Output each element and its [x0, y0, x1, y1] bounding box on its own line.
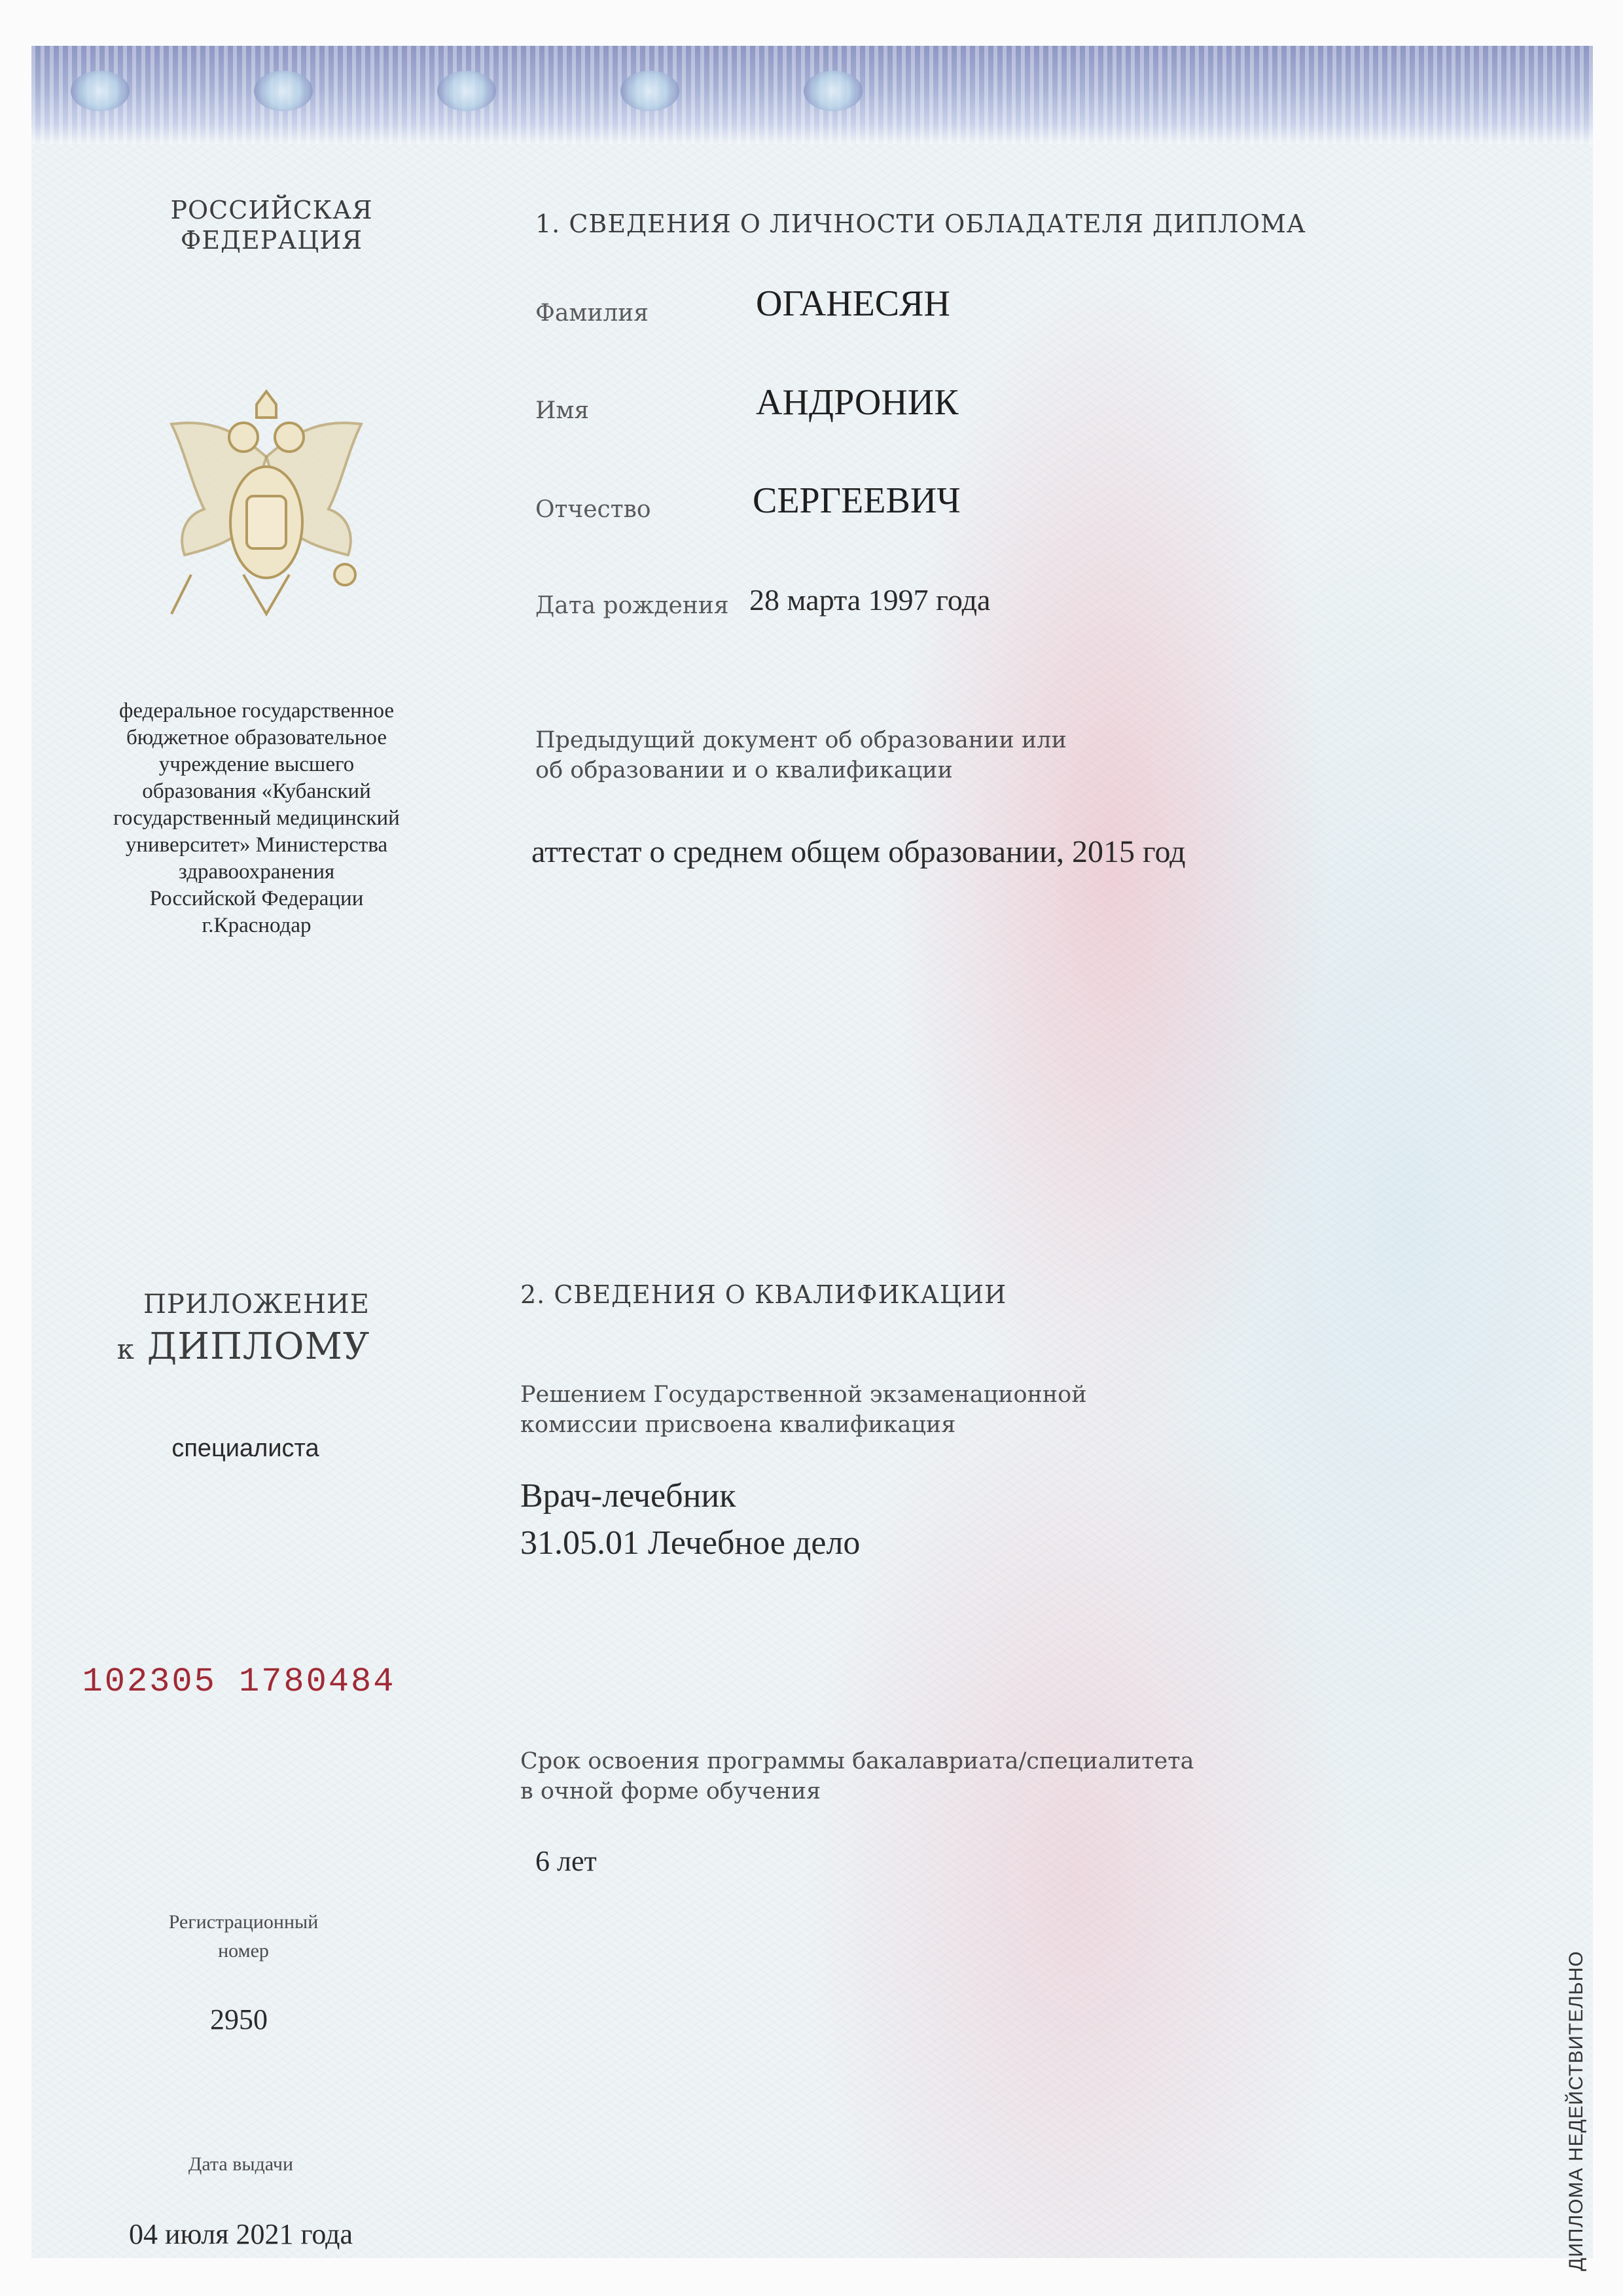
registration-label: Регистрационный номер: [168, 1911, 319, 1962]
name-value: АНДРОНИК: [756, 382, 959, 423]
section2-heading: 2. СВЕДЕНИЯ О КВАЛИФИКАЦИИ: [520, 1280, 1007, 1309]
degree-level: специалиста: [171, 1435, 319, 1462]
patronymic-label: Отчество: [535, 496, 651, 523]
dob-value: 28 марта 1997 года: [749, 583, 991, 617]
duration-label: Срок освоения программы бакалавриата/специалитета в очной форме обучения: [520, 1748, 1194, 1804]
institution-name: федеральное государственное бюджетное образовательное учреждение высшего образования «Кубанский государственный медицинский университет» Министерства здравоохранения Российской Федерации г.Краснодар: [113, 699, 400, 937]
appendix-title: ПРИЛОЖЕНИЕ: [143, 1289, 370, 1319]
prev-doc-value: аттестат о среднем общем образовании, 2015 год: [531, 834, 1186, 869]
surname-value: ОГАНЕСЯН: [756, 283, 950, 324]
country-name: РОССИЙСКАЯ ФЕДЕРАЦИЯ: [170, 196, 373, 255]
patronymic-value: СЕРГЕЕВИЧ: [753, 480, 961, 521]
side-note: ДИПЛОМА НЕДЕЙСТВИТЕЛЬНО: [1565, 1950, 1587, 2271]
serial-number: 102305 1780484: [82, 1662, 396, 1701]
qualification-value: Врач-лечебник 31.05.01 Лечебное дело: [520, 1477, 861, 1562]
appendix-subtitle: к ДИПЛОМУ: [116, 1325, 370, 1368]
surname-label: Фамилия: [535, 300, 649, 327]
duration-value: 6 лет: [535, 1845, 597, 1877]
issue-date-label: Дата выдачи: [188, 2153, 294, 2175]
prev-doc-label: Предыдущий документ об образовании или об образовании и о квалификации: [535, 727, 1067, 783]
decorative-security-band: [31, 46, 1593, 144]
registration-number: 2950: [210, 2003, 268, 2036]
decision-label: Решением Государственной экзаменационной комиссии присвоена квалификация: [520, 1382, 1087, 1438]
emblem-icon: [145, 378, 387, 640]
section1-heading: 1. СВЕДЕНИЯ О ЛИЧНОСТИ ОБЛАДАТЕЛЯ ДИПЛОМА: [535, 209, 1306, 238]
name-label: Имя: [535, 397, 590, 424]
dob-label: Дата рождения: [535, 592, 729, 619]
issue-date: 04 июля 2021 года: [128, 2218, 353, 2250]
